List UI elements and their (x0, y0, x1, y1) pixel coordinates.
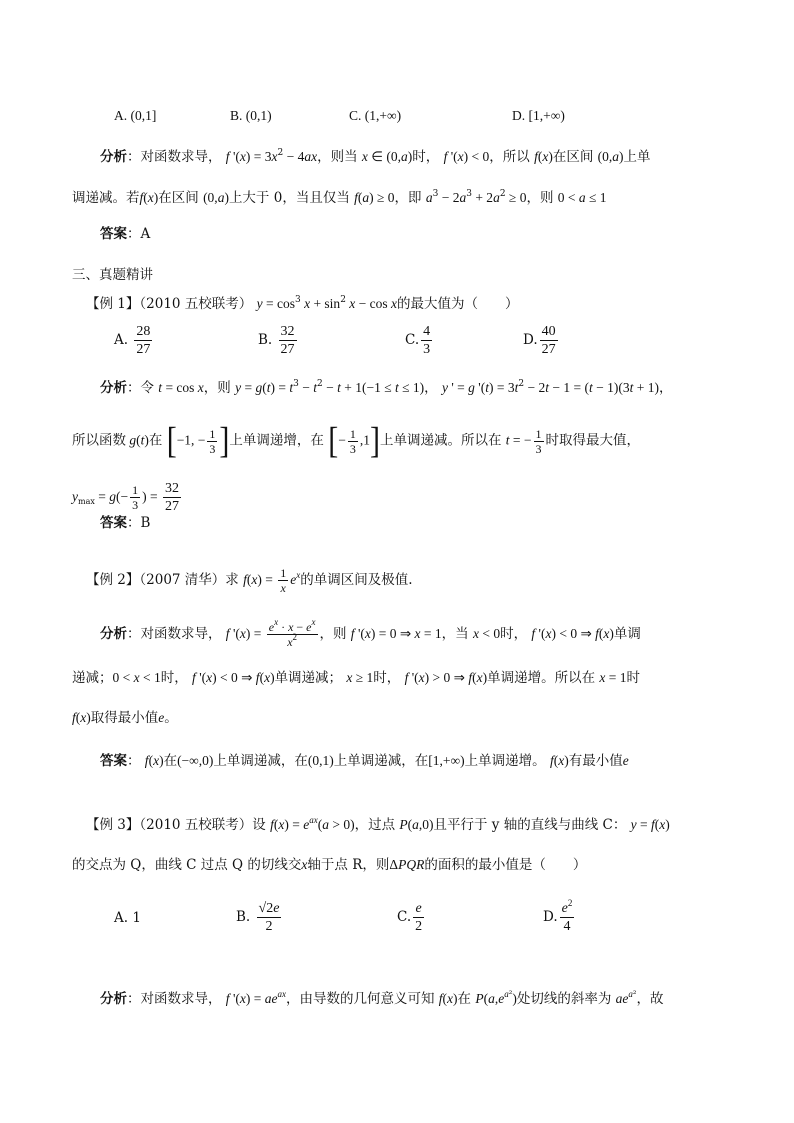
example-1-result: $y_{max} = g(-$ $\frac{1}{3}$ ) = $\frac{32}{27}$ (72, 481, 179, 514)
example-2-answer: 答案： f(x)在(−∞,0)上单调递减，在(0,1)上单调递减，在[1,+∞)上单调递增。 f(x)有最小值e (100, 753, 629, 769)
example-1-option-a: A. $\frac{28}{27}$ (114, 324, 151, 357)
prev-analysis-line-1: 分析：对函数求导， f '$(x) = 3x^2 - 4ax$，则当 x ∈ (0,a)时， f '(x) < 0，所以 f(x)在区间 (0,a)上单 (100, 148, 651, 165)
prev-answer: 答案：A (100, 226, 151, 242)
example-3-stem-line-2: 的交点为 Q，曲线 C 过点 Q 的切线交x轴于点 R，则ΔPQR的面积的最小值是（ ） (72, 857, 587, 873)
option-a: A. (0,1] (114, 108, 157, 123)
prev-analysis-line-2: 调递减。若f(x)在区间 (0,a)上大于 0，当且仅当 f(a) ≥ 0，即 $a^3 - 2a^3 + 2a^2 \ge 0$，则 0 < a ≤ 1 (72, 189, 607, 206)
example-3-stem-line-1: 【例 3】（2010 五校联考）设 $f(x) = e^{ax}(a > 0)$，过点 P(a,0)且平行于 y 轴的直线与曲线 C： y = f(x) (86, 815, 670, 833)
example-2-stem: 【例 2】（2007 清华）求 f(x) = $\frac{1}{x}$ $e^x$的单调区间及极值. (86, 566, 413, 595)
example-3-option-b: B. $\frac{√2e}{2}$ (236, 901, 280, 934)
option-d: D. [1,+∞) (512, 108, 565, 123)
example-1-answer: 答案：B (100, 515, 151, 531)
example-1-analysis-line-1: 分析：令 t = cos x，则 $y = g(t) = t^3 - t^2 - t + 1(-1 \le t \le 1)$， y ' = g '$(t) = 3t^2 - 2t - 1 = (t - 1)(3t + 1)$， (100, 379, 673, 396)
example-1-analysis-line-2: 所以函数 g(t)在 [−1, − $\frac{1}{3}$ ]上单调递增，在 [− $\frac{1}{3}$ ,1]上单调递减。所以在 t = − $\frac{1}{3}$ 时取得最大值， (72, 419, 641, 461)
example-2-analysis-line-1: 分析：对函数求导， f '(x) = $\frac{e^x \cdot x - e^x}{x^2}$ ，则 f '(x) = 0 ⇒ x = 1，当 x < 0时， f '(x) < 0 ⇒ f(x)单调 (100, 617, 641, 649)
example-1-stem: 【例 1】（2010 五校联考） $y = \cos^3 x + \sin^2 x - \cos x$的最大值为（ ） (86, 295, 519, 312)
example-2-analysis-line-2: 递减；0 < x < 1时， f '(x) < 0 ⇒ f(x)单调递减； x ≥ 1时， f '(x) > 0 ⇒ f(x)单调递增。所以在 x = 1时 (72, 670, 641, 686)
example-2-analysis-line-3: f(x)取得最小值e。 (72, 710, 178, 726)
example-3-option-a: A. 1 (114, 910, 141, 926)
example-3-analysis-line-1: 分析：对函数求导， f '$(x) = ae^{ax}$，由导数的几何意义可知 f(x)在 $P(a,e^{a^2})$处切线的斜率为 $ae^{a^2}$，故 (100, 989, 664, 1007)
example-1-option-b: B. $\frac{32}{27}$ (258, 324, 295, 357)
example-1-option-d: D. $\frac{40}{27}$ (523, 324, 556, 357)
option-c: C. (1,+∞) (349, 108, 402, 123)
example-1-option-c: C. $\frac{4}{3}$ (405, 324, 431, 357)
example-3-option-d: D. $\frac{e^2}{4}$ (543, 898, 573, 934)
example-3-option-c: C. $\frac{e}{2}$ (397, 901, 423, 934)
section-title: 三、真题精讲 (72, 267, 153, 283)
option-b: B. (0,1) (230, 108, 272, 123)
